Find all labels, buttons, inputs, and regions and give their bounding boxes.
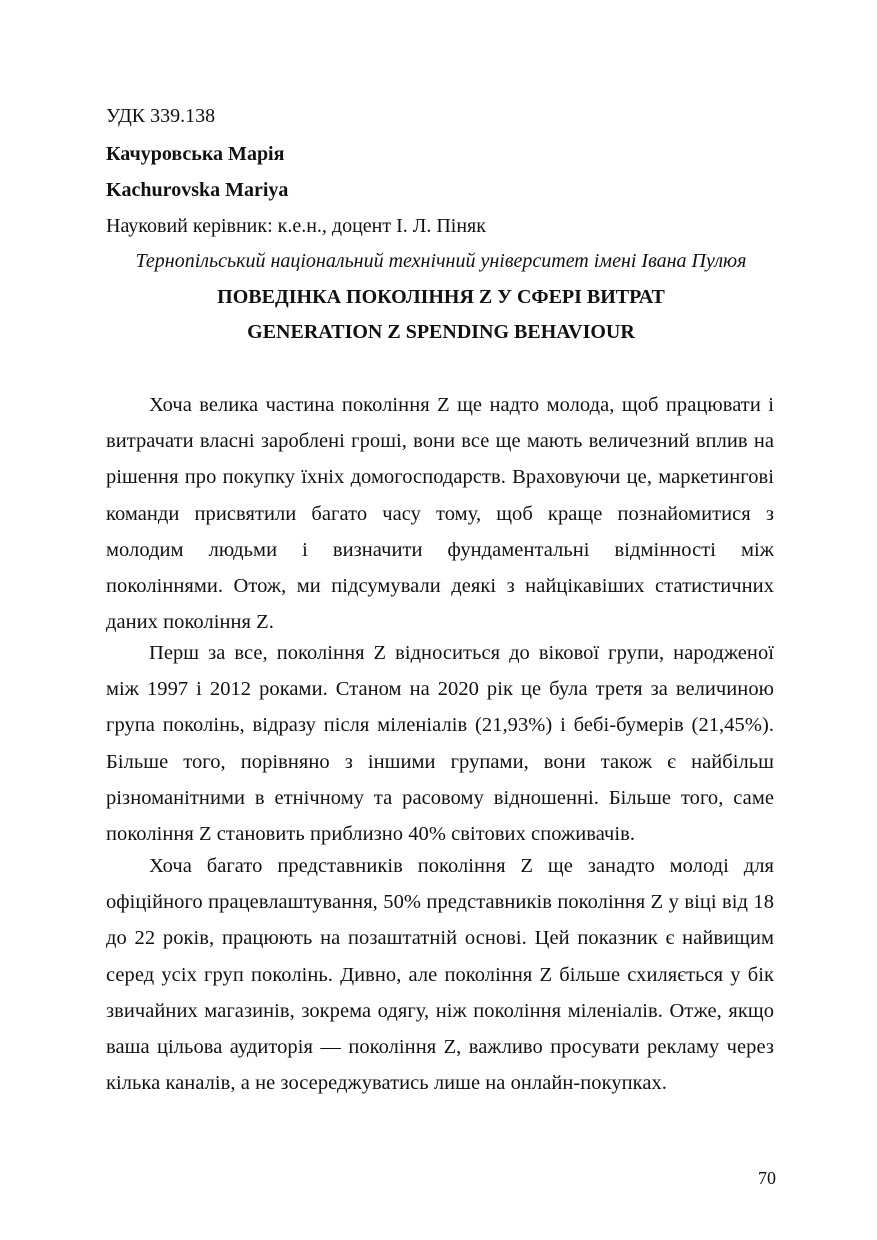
author-name-ukrainian: Качуровська Марія [106,143,285,165]
scientific-supervisor: Науковий керівник: к.е.н., доцент І. Л. Піняк [106,215,486,237]
body-paragraph: Перш за все, покоління Z відноситься до вікової групи, народженої між 1997 і 2012 роками. Станом на 2020 рік це була третя за величиною група поколінь, відразу після міленіалів (21,93%) і бебі-бумерів (21,45%). Більше того, порівняно з іншими групами, вони також є найбільш різноманітними в етнічному та расовому відношенні. Більше того, саме покоління Z становить приблизно 40% світових споживачів. [106,642,774,846]
body-paragraph: Хоча багато представників покоління Z ще занадто молоді для офіційного працевлаштування, 50% представників покоління Z у віці від 18 до 22 років, працюють на позаштатній основі. Цей показник є найвищим серед усіх груп поколінь. Дивно, але покоління Z більше схиляється у бік звичайних магазинів, зокрема одягу, ніж покоління міленіалів. Отже, якщо ваша цільова аудиторія — покоління Z, важливо просувати рекламу через кілька каналів, а не зосереджуватись лише на онлайн-покупках. [106,855,774,1095]
udk-code: УДК 339.138 [106,105,216,127]
page-number: 70 [758,1168,776,1188]
university-affiliation: Тернопільський національний технічний університет імені Івана Пулюя [135,250,747,272]
body-paragraph: Хоча велика частина покоління Z ще надто молода, щоб працювати і витрачати власні зароблені гроші, вони все ще мають величезний вплив на рішення про покупку їхніх домогосподарств. Враховуючи це, маркетингові команди присвятили багато часу тому, щоб краще познайомитися з молодим людьми і визначити фундаментальні відмінності між поколіннями. Отож, ми підсумували деякі з найцікавіших статистичних даних покоління Z. [106,394,774,634]
paper-title-ukrainian: ПОВЕДІНКА ПОКОЛІННЯ Z У СФЕРІ ВИТРАТ [217,286,665,308]
author-name-english: Kachurovska Mariya [106,179,289,201]
paper-title-english: GENERATION Z SPENDING BEHAVIOUR [247,321,635,343]
